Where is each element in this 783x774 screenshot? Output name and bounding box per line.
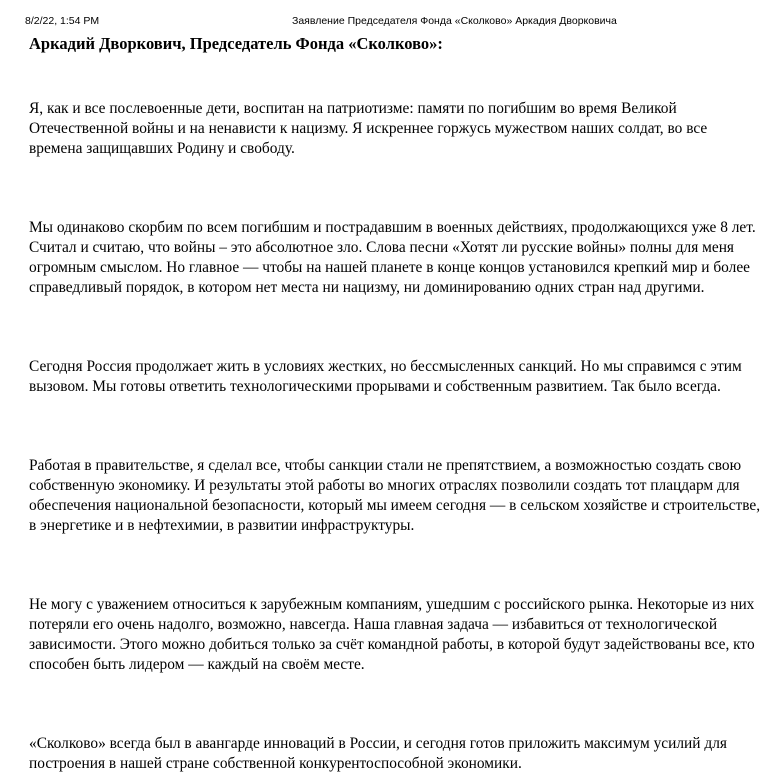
statement-paragraph-2: Мы одинаково скорбим по всем погибшим и пострадавшим в военных действиях, продолжающихся уже 8 лет. Считал и считаю, что войны – это абсолютное зло. Слова песни «Хотят ли русские войны» полны для меня огромным смыслом. Но главное — чтобы на нашей планете в конце концов установился крепкий мир и более справедливый порядок, в котором нет места ни нацизму, ни доминированию одних стран над другими. xyxy=(29,219,756,296)
statement-paragraph-6: «Сколково» всегда был в авангарде инноваций в России, и сегодня готов приложить максимум усилий для построения в нашей стране собственной конкурентоспособной экономики. xyxy=(29,735,727,772)
statement-heading: Аркадий Дворкович, Председатель Фонда «Сколково»: xyxy=(29,34,443,53)
statement-paragraph-5: Не могу с уважением относиться к зарубежным компаниям, ушедшим с российского рынка. Некоторые из них потеряли его очень надолго, возможно, навсегда. Наша главная задача — избавиться от технологической зависимости. Этого можно добиться только за счёт командной работы, в которой будут задействованы все, кто способен быть лидером — каждый на своём месте. xyxy=(29,596,755,673)
print-page-title: Заявление Председателя Фонда «Сколково» Аркадия Дворковича xyxy=(292,15,617,27)
statement-document xyxy=(29,34,763,774)
print-datetime: 8/2/22, 1:54 PM xyxy=(25,15,100,27)
statement-paragraph-1: Я, как и все послевоенные дети, воспитан на патриотизме: памяти по погибшим во время Великой Отечественной войны и на ненависти к нацизму. Я искреннее горжусь мужеством наших солдат, во все времена защищавших Родину и свободу. xyxy=(29,100,708,157)
print-header xyxy=(0,14,783,28)
statement-paragraph-3: Сегодня Россия продолжает жить в условиях жестких, но бессмысленных санкций. Но мы справимся с этим вызовом. Мы готовы ответить технологическими прорывами и собственным развитием. Так было всегда. xyxy=(29,358,742,395)
statement-paragraph-4: Работая в правительстве, я сделал все, чтобы санкции стали не препятствием, а возможностью создать свою собственную экономику. И результаты этой работы во многих отраслях позволили создать тот плацдарм для обеспечения национальной безопасности, который мы имеем сегодня — в сельском хозяйстве и строительстве, в энергетике и в нефтехимии, в развитии инфраструктуры. xyxy=(29,457,761,534)
